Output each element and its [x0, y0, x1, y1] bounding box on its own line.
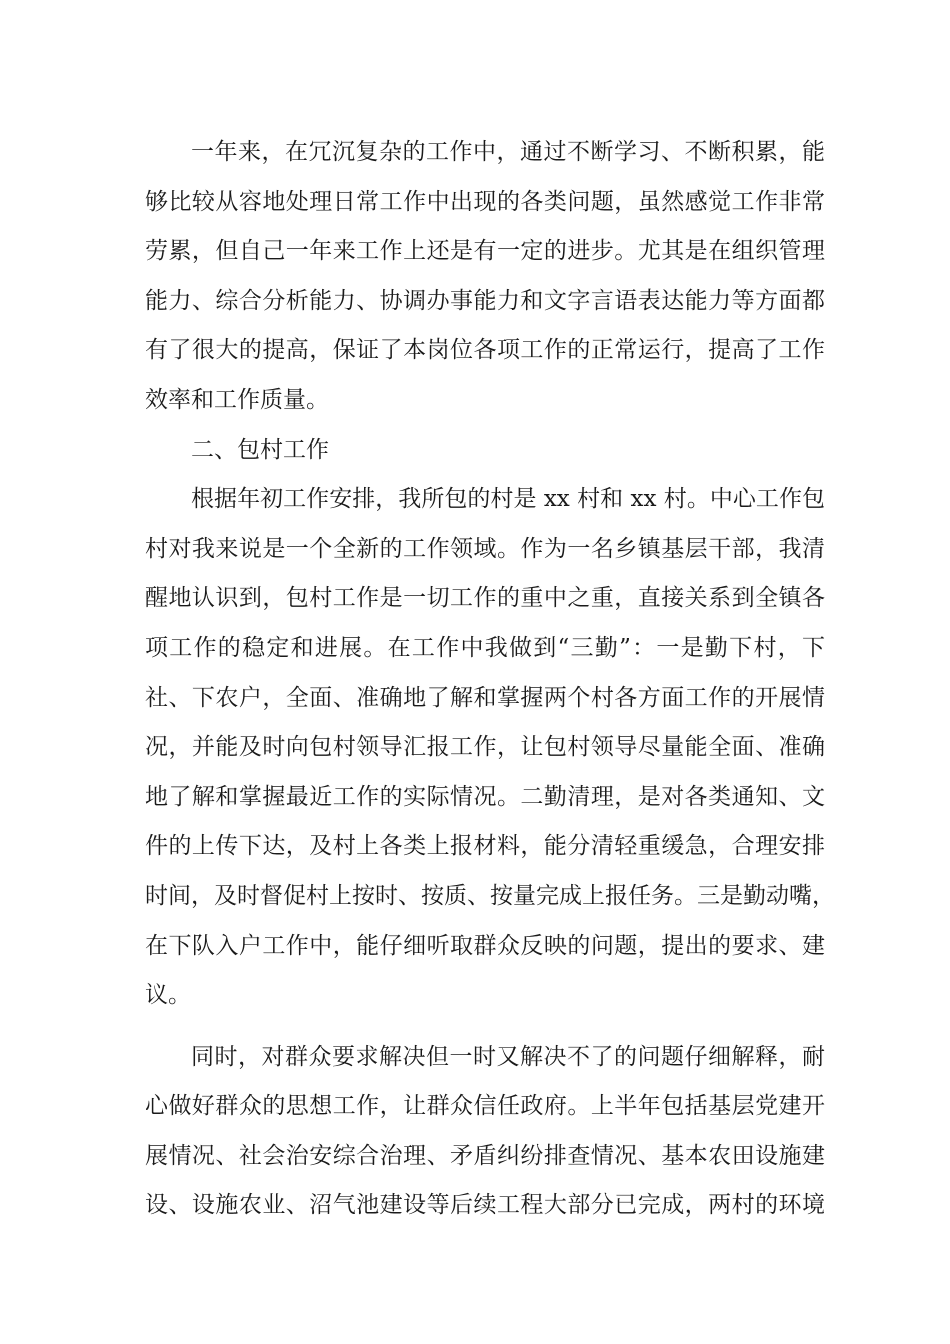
paragraph-line: 况，并能及时向包村领导汇报工作，让包村领导尽量能全面、准确: [145, 734, 825, 761]
paragraph-line: 在下队入户工作中，能仔细听取群众反映的问题，提出的要求、建: [145, 932, 825, 959]
paragraph-line: 议。: [145, 982, 191, 1009]
paragraph-line: 能力、综合分析能力、协调办事能力和文字言语表达能力等方面都: [145, 287, 825, 314]
paragraph-gap: [145, 1021, 825, 1033]
paragraph-line: 有了很大的提高，保证了本岗位各项工作的正常运行，提高了工作: [145, 337, 825, 364]
paragraph-line: 社、下农户，全面、准确地了解和掌握两个村各方面工作的开展情: [145, 684, 825, 711]
paragraph-line: 一年来，在冗沉复杂的工作中，通过不断学习、不断积累，能: [191, 139, 825, 165]
paragraph-line: 项工作的稳定和进展。在工作中我做到“三勤”：一是勤下村，下: [145, 634, 825, 661]
paragraph-line: 同时，对群众要求解决但一时又解决不了的问题仔细解释，耐: [191, 1043, 825, 1070]
paragraph-line: 醒地认识到，包村工作是一切工作的重中之重，直接关系到全镇各: [145, 585, 825, 612]
section-heading: 二、包村工作: [191, 436, 329, 463]
paragraph-line: 地了解和掌握最近工作的实际情况。二勤清理，是对各类通知、文: [145, 783, 825, 810]
paragraph-line: 展情况、社会治安综合治理、矛盾纠纷排查情况、基本农田设施建: [145, 1142, 825, 1169]
paragraph-line: 村对我来说是一个全新的工作领域。作为一名乡镇基层干部，我清: [145, 535, 825, 562]
paragraph-line: 心做好群众的思想工作，让群众信任政府。上半年包括基层党建开: [145, 1093, 825, 1120]
paragraph-line: 时间，及时督促村上按时、按质、按量完成上报任务。三是勤动嘴，: [145, 882, 835, 909]
paragraph-line: 效率和工作质量。: [145, 386, 329, 413]
paragraph-line: 件的上传下达，及村上各类上报材料，能分清轻重缓急，合理安排: [145, 833, 825, 860]
paragraph-line: 根据年初工作安排，我所包的村是 xx 村和 xx 村。中心工作包: [191, 486, 825, 513]
paragraph-line: 设、设施农业、沼气池建设等后续工程大部分已完成，两村的环境: [145, 1192, 825, 1219]
paragraph-line: 够比较从容地处理日常工作中出现的各类问题，虽然感觉工作非常: [145, 188, 825, 215]
paragraph-line: 劳累，但自己一年来工作上还是有一定的进步。尤其是在组织管理: [145, 238, 825, 265]
document-body: [145, 128, 835, 1231]
